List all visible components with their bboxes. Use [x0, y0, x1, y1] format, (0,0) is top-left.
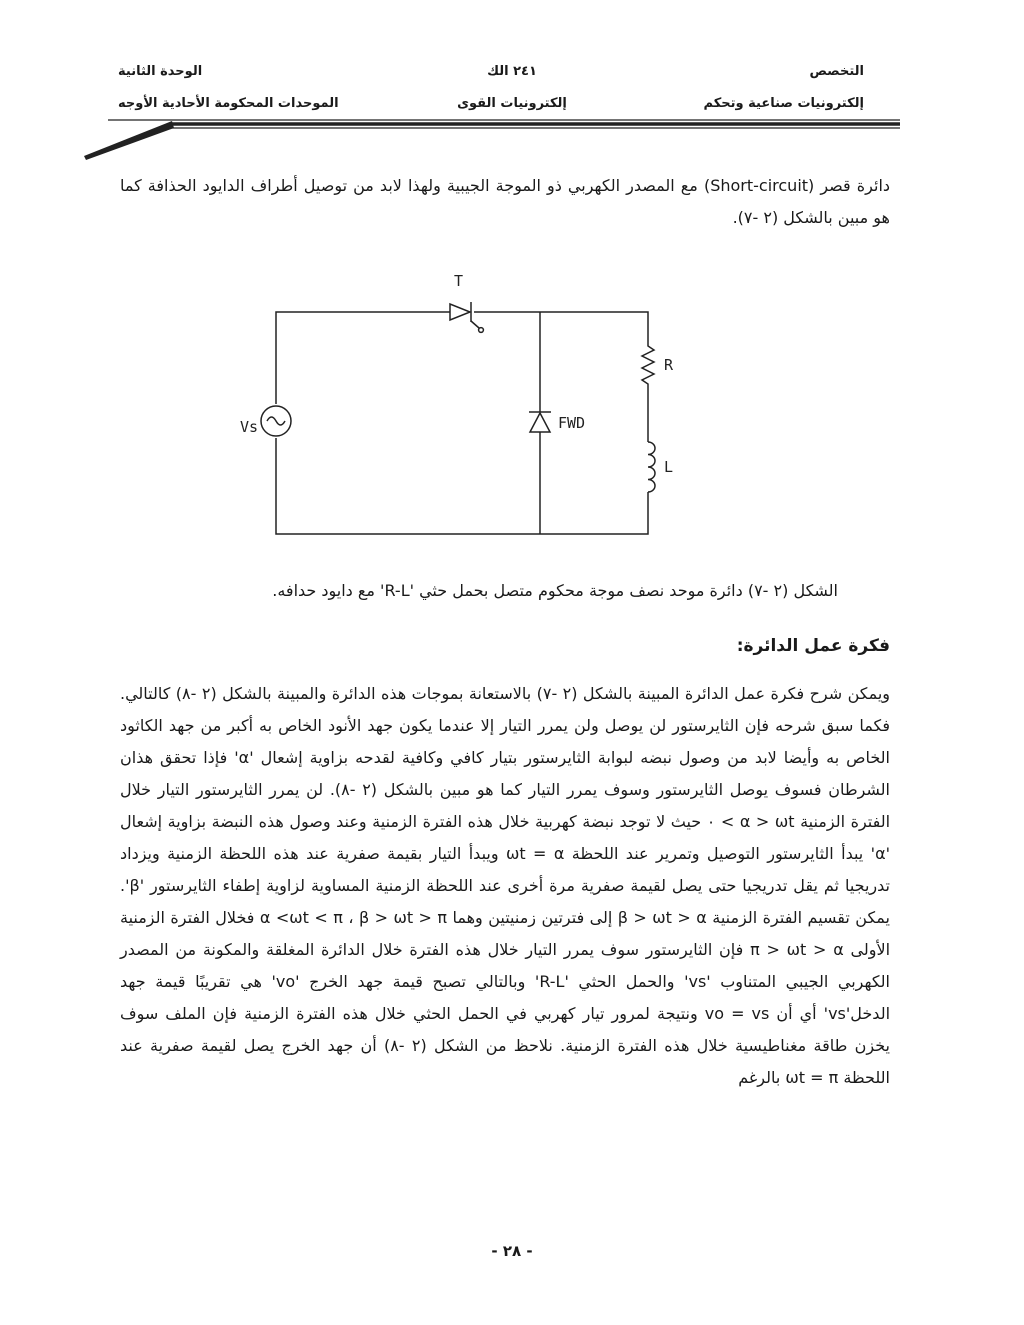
- section-heading: فكرة عمل الدائرة:: [736, 636, 890, 656]
- diode-label: FWD: [558, 414, 586, 432]
- intro-paragraph: دائرة قصر (Short-circuit) مع المصدر الكهربي ذو الموجة الجيبية ولهذا لابد من توصيل أطراف الدايود الحذافة كما هو مبين بالشكل (٢ -٧).: [120, 176, 891, 227]
- header-specialty-value: إلكترونيات صناعية وتحكم: [703, 96, 864, 111]
- ac-source-symbol: [261, 406, 291, 436]
- thyristor-label: T: [454, 272, 464, 290]
- header-unit-label: الوحدة الثانية: [118, 64, 203, 79]
- page-number: - ٢٨ -: [491, 1242, 533, 1260]
- header-rule: [0, 0, 1024, 170]
- inductor-label: L: [664, 458, 674, 476]
- inductor-symbol: [648, 442, 655, 492]
- freewheeling-diode-symbol: [529, 412, 551, 432]
- body-paragraph: ويمكن شرح فكرة عمل الدائرة المبينة بالشكل (٢ -٧) بالاستعانة بموجات هذه الدائرة والمبينة بالشكل (٢ -٨) كالتالي. فكما سبق شرحه فإن الثايرستور لن يوصل ولن يمرر التيار إلا عندما يكون جهد الأنود الخاص به أكبر من جهد الكاثود الخاص به وأيضا لابد من وصول نبضه لبوابة الثايرستور بتيار كافي وكافية لقدحه بزاوية إشعال 'α' فإذا تحقق هذان الشرطان فسوف يوصل الثايرستور وسوف يمرر التيار كما هو مبين بالشكل (٢ -٨). لن يمرر الثايرستور التيار خلال الفترة الزمنية α > ωt > ٠ حيث لا توجد نبضة كهربية خلال هذه الفترة الزمنية وعند وصول هذه النبضة بزاوية إشعال 'α' يبدأ الثايرستور التوصيل وتمرير عند اللحظة ωt = α ويبدأ التيار بقيمة صفرية عند هذه اللحظة الزمنية ويزداد تدريجيا ثم يقل تدريجيا حتى يصل لقيمة صفرية مرة أخرى عند اللحظة الزمنية المساوية لزاوية إطفاء الثايرستور 'β'. يمكن تقسيم الفترة الزمنية β > ωt > α إلى فترتين زمنيتين وهما α <ωt < π ، β > ωt > π فخلال الفترة الزمنية الأولى π > ωt > α فإن الثايرستور سوف يمرر التيار خلال هذه الفترة خلال الدائرة المغلقة والمكونة من المصدر الكهربي الجيبي المتناوب 'vs' والحمل الحثي 'R-L' وبالتالي تصبح قيمة جهد الخرج 'vo' هي تقريبًا قيمة جهد الدخل'vs' أي أن vo = vs ونتيجة لمرور تيار كهربي في الحمل الحثي خلال هذه الفترة الزمنية فإن الملف سوف يخزن طاقة مغناطيسية خلال هذه الفترة الزمنية. نلاحظ من الشكل (٢ -٨) أن جهد الخرج يصل لقيمة صفرية عند اللحظة ωt = π بالرغم: [120, 684, 891, 1087]
- header-course-code: ٢٤١ الك: [487, 64, 537, 79]
- figure-caption: الشكل (٢ -٧) دائرة موحد نصف موجة محكوم متصل بحمل حثي 'R-L' مع دايود حدافه.: [272, 581, 838, 600]
- resistor-symbol: [642, 342, 654, 388]
- thyristor-symbol: [450, 302, 483, 332]
- circuit-diagram: [240, 262, 720, 572]
- source-label: Vs: [240, 418, 258, 436]
- header-unit-title: الموحدات المحكومة الأحادية الأوجه: [118, 96, 339, 111]
- header-specialty-label: التخصص: [809, 64, 864, 79]
- header-course-name: إلكترونيات القوى: [457, 96, 567, 111]
- resistor-label: R: [664, 356, 674, 374]
